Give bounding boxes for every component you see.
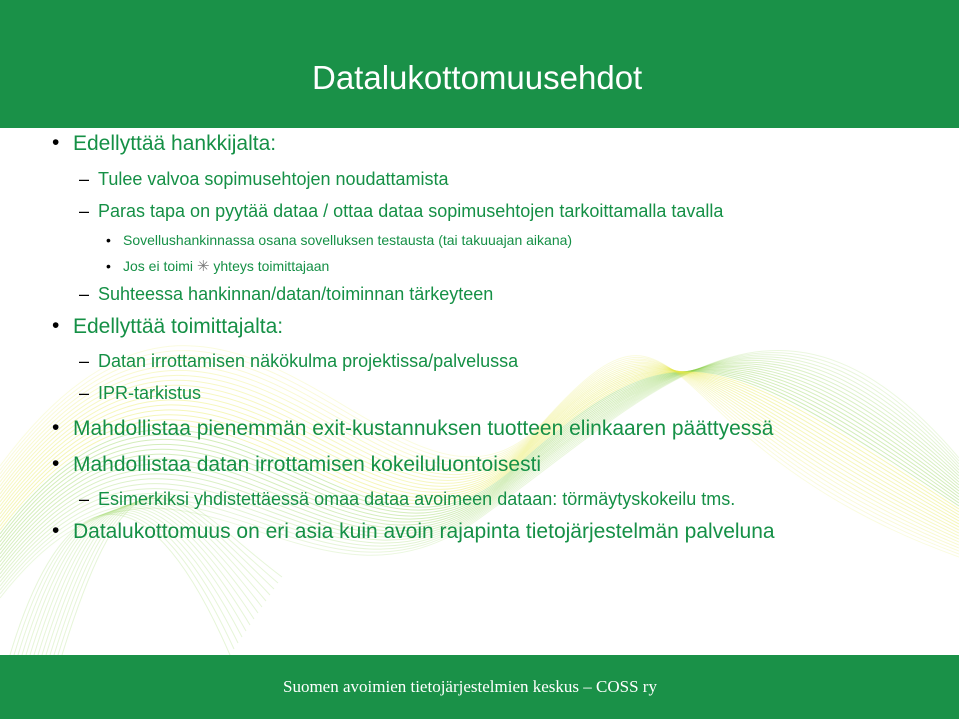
footer-text: Suomen avoimien tietojärjestelmien keskus – COSS ry <box>283 677 657 696</box>
subsubbullet-text: Jos ei toimi <box>123 258 194 274</box>
subbullet-text: Tulee valvoa sopimusehtojen noudattamista <box>98 169 449 189</box>
dash-marker: – <box>79 351 90 371</box>
subbullet-text: Esimerkiksi yhdistettäessä omaa dataa avoimeen dataan: törmäytyskokeilu tms. <box>98 489 736 509</box>
bullet-marker: • <box>106 258 111 274</box>
bullet-text: Edellyttää toimittajalta: <box>73 315 284 338</box>
subsubbullet-text: yhteys toimittajaan <box>213 258 330 274</box>
dash-marker: – <box>79 383 90 403</box>
dash-marker: – <box>79 284 90 304</box>
bullet-text: Edellyttää hankkijalta: <box>73 132 277 155</box>
bullet-text: Mahdollistaa pienemmän exit-kustannuksen tuotteen elinkaaren päättyessä <box>73 417 774 440</box>
subbullet-text: IPR-tarkistus <box>98 383 202 403</box>
bullet-text: Mahdollistaa datan irrottamisen kokeiluluontoisesti <box>73 453 542 476</box>
dash-marker: – <box>79 201 90 221</box>
bullet-marker: • <box>52 452 60 475</box>
bullet-marker: • <box>106 232 111 248</box>
dash-marker: – <box>79 489 90 509</box>
subbullet-text: Suhteessa hankinnan/datan/toiminnan tärkeyteen <box>98 284 494 304</box>
bullet-marker: • <box>52 519 60 542</box>
subbullet-text: Paras tapa on pyytää dataa / ottaa dataa sopimusehtojen tarkoittamalla tavalla <box>98 201 724 221</box>
bullet-marker: • <box>52 416 60 439</box>
subsubbullet-line <box>123 258 329 276</box>
bullet-marker: • <box>52 314 60 337</box>
dash-marker: – <box>79 169 90 189</box>
subbullet-text: Datan irrottamisen näkökulma projektissa/palvelussa <box>98 351 519 371</box>
bullet-marker: • <box>52 131 60 154</box>
slide-title: Datalukottomuusehdot <box>312 59 643 96</box>
subsubbullet-text: Sovellushankinnassa osana sovelluksen testausta (tai takuuajan aikana) <box>123 232 573 248</box>
asterisk-icon: ✳ <box>196 258 210 275</box>
bullet-text: Datalukottomuus on eri asia kuin avoin rajapinta tietojärjestelmän palveluna <box>73 520 775 543</box>
